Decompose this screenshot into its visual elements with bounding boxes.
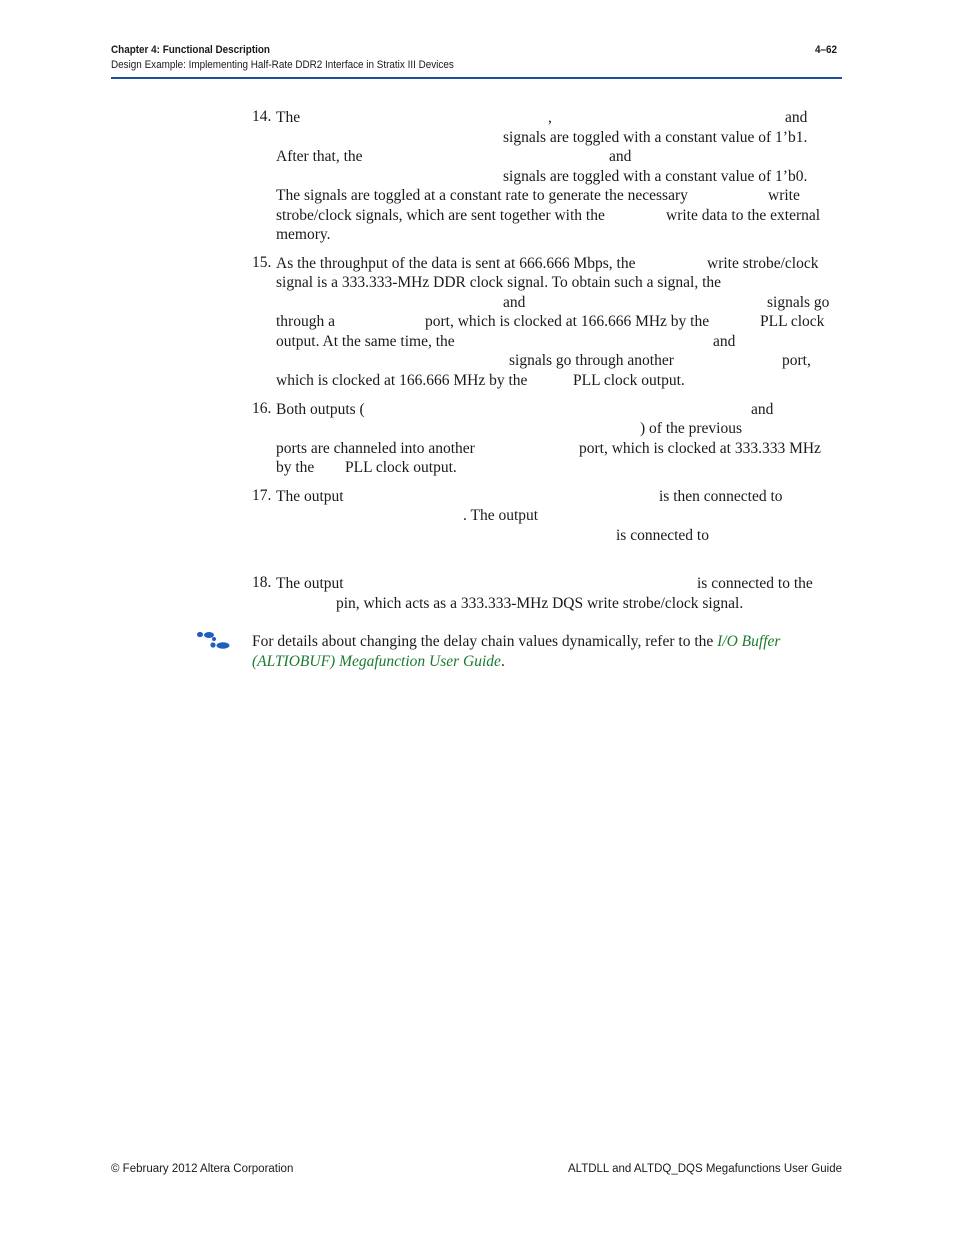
item-text-fragment: output. At the same time, the: [276, 333, 455, 350]
footer-document-title: ALTDLL and ALTDQ_DQS Megafunctions User Guide: [567, 1163, 842, 1175]
item-text-fragment: The output: [276, 575, 344, 592]
item-text-fragment: The output: [276, 488, 344, 505]
header-rule: [111, 77, 842, 79]
item-number: 17.: [252, 487, 272, 504]
item-text-fragment: The signals are toggled at a constant rate to generate the necessary: [276, 187, 688, 204]
item-text-fragment: port,: [782, 352, 811, 369]
user-guide-link-part-1[interactable]: I/O Buffer: [717, 633, 781, 650]
item-text-fragment: As the throughput of the data is sent at 666.666 Mbps, the: [276, 255, 636, 272]
item-text-fragment: signals go through another: [509, 352, 674, 369]
item-text-fragment: ports are channeled into another: [276, 440, 475, 457]
item-text-fragment: pin, which acts as a 333.333-MHz DQS write strobe/clock signal.: [336, 595, 744, 612]
item-text-fragment: port, which is clocked at 333.333 MHz: [579, 440, 821, 457]
item-text-fragment: port, which is clocked at 166.666 MHz by the: [425, 313, 710, 330]
item-text-fragment: through a: [276, 313, 335, 330]
item-text-fragment: and: [785, 109, 808, 126]
item-text-fragment: write: [768, 187, 800, 204]
item-text-fragment: and: [609, 148, 632, 165]
item-text-fragment: Both outputs (: [276, 401, 365, 418]
item-text-fragment: PLL clock output.: [345, 459, 457, 476]
item-text-fragment: write strobe/clock: [707, 255, 819, 272]
footer-copyright: © February 2012 Altera Corporation: [111, 1163, 294, 1175]
item-text-fragment: and: [713, 333, 736, 350]
item-text-fragment: and: [751, 401, 774, 418]
note-period: .: [500, 653, 505, 670]
item-text-fragment: strobe/clock signals, which are sent together with the: [276, 207, 605, 224]
section-title: Design Example: Implementing Half-Rate DDR2 Interface in Stratix III Devices: [111, 59, 454, 71]
item-text-fragment: signal is a 333.333-MHz DDR clock signal. To obtain such a signal, the: [276, 274, 722, 291]
item-text-fragment: After that, the: [276, 148, 363, 165]
page-number: 4–62: [815, 44, 838, 56]
item-text-fragment: memory.: [276, 226, 331, 243]
item-text-fragment: The: [276, 109, 301, 126]
item-text-fragment: signals are toggled with a constant value of 1’b0.: [503, 168, 808, 185]
item-text-fragment: is connected to: [616, 527, 709, 544]
chapter-title: Chapter 4: Functional Description: [111, 44, 270, 56]
item-text-fragment: ,: [548, 109, 552, 126]
item-text-fragment: PLL clock output.: [573, 372, 685, 389]
item-number: 15.: [252, 254, 272, 271]
item-number: 18.: [252, 574, 272, 591]
item-text-fragment: signals go: [767, 294, 830, 311]
note-line-2: [252, 652, 505, 672]
item-text-fragment: by the: [276, 459, 315, 476]
user-guide-link-part-2[interactable]: (ALTIOBUF) Megafunction User Guide: [252, 653, 501, 670]
item-text-fragment: which is clocked at 166.666 MHz by the: [276, 372, 528, 389]
item-text-fragment: PLL clock: [760, 313, 825, 330]
footprints-icon: [196, 631, 234, 651]
item-text-fragment: . The output: [463, 507, 539, 524]
item-text-fragment: ) of the previous: [640, 420, 743, 437]
item-text-fragment: write data to the external: [666, 207, 821, 224]
note-line-1: [252, 632, 780, 652]
item-number: 14.: [252, 108, 272, 125]
note-text: For details about changing the delay chain values dynamically, refer to the: [252, 633, 714, 650]
item-text-fragment: signals are toggled with a constant value of 1’b1.: [503, 129, 808, 146]
item-text-fragment: is then connected to: [659, 488, 783, 505]
item-text-fragment: is connected to the: [697, 575, 813, 592]
item-number: 16.: [252, 400, 272, 417]
item-text-fragment: and: [503, 294, 526, 311]
